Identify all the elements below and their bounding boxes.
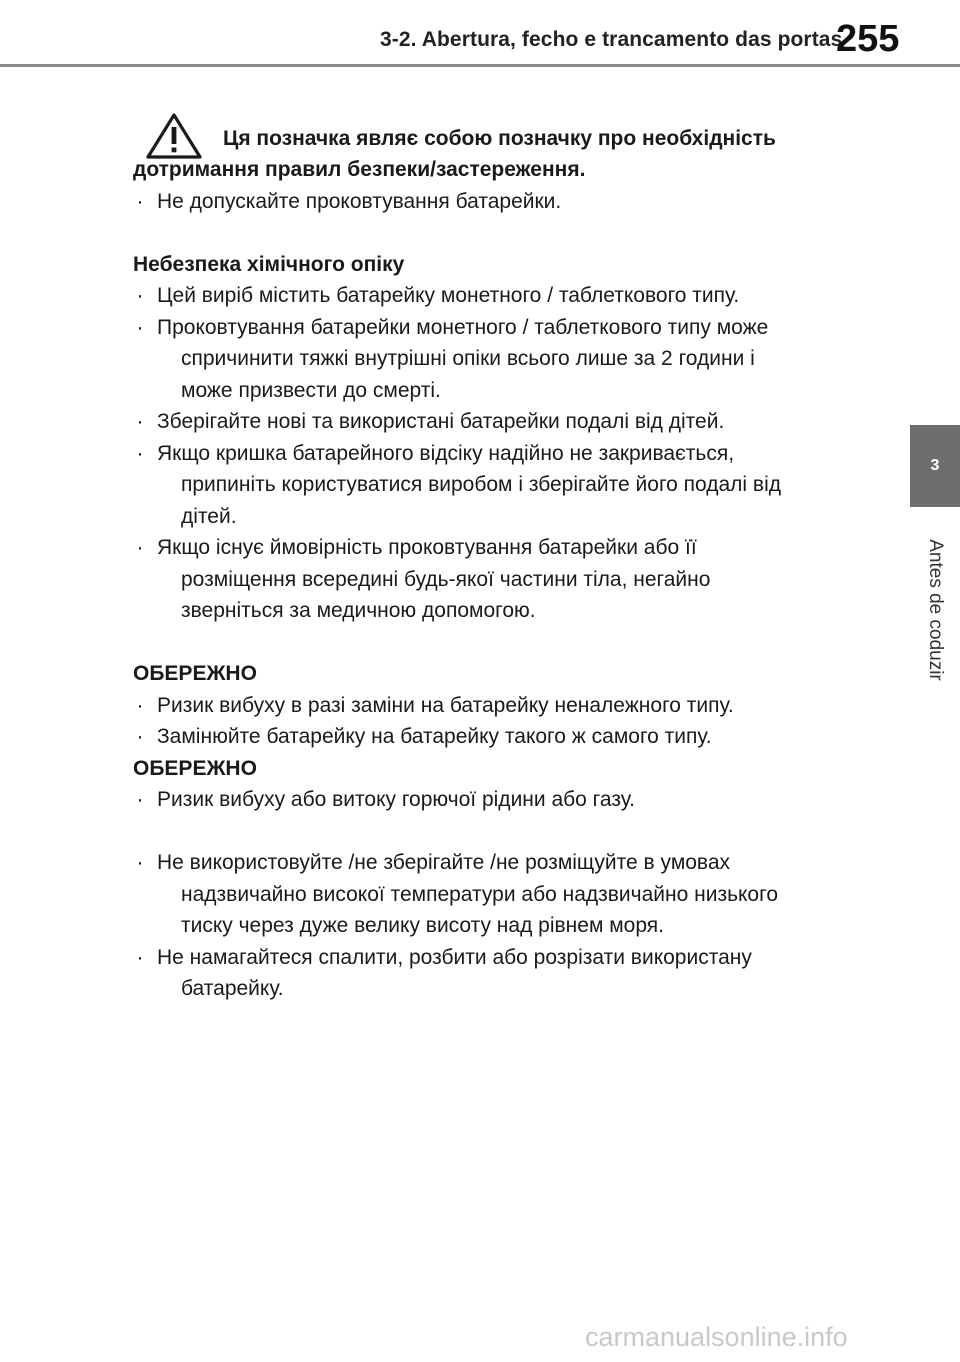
caution-list-2	[133, 784, 833, 816]
header-rule	[0, 64, 960, 67]
caution-heading-1: ОБЕРЕЖНО	[133, 662, 257, 685]
item-text-continuation: може призвести до смерті.	[181, 378, 441, 402]
spacer	[133, 217, 833, 249]
list-item	[133, 406, 833, 438]
page-number: 255	[836, 18, 900, 60]
item-text: Якщо існує ймовірність проковтування батарейки або її	[157, 536, 697, 559]
list-item	[133, 690, 833, 722]
list-item	[133, 186, 833, 218]
list-item	[133, 312, 833, 407]
chemical-burn-list	[133, 280, 833, 627]
list-item	[133, 721, 833, 753]
item-text-continuation: спричинити тяжкі внутрішні опіки всього лише за 2 години і	[181, 347, 755, 370]
caution-list-1	[133, 690, 833, 753]
bullet: ·	[136, 851, 144, 874]
bullet: ·	[136, 410, 144, 433]
bullet: ·	[136, 441, 144, 465]
item-text: Проковтування батарейки монетного / таблеткового типу може	[157, 315, 769, 339]
item-text: Ризик вибуху або витоку горючої рідини або газу.	[157, 788, 635, 811]
storage-list	[133, 847, 833, 1005]
item-text: Ризик вибуху в разі заміни на батарейку неналежного типу.	[157, 693, 734, 717]
bullet: ·	[136, 315, 144, 339]
warning-line-2: дотримання правил безпеки/застереження.	[133, 158, 586, 181]
item-text: Зберігайте нові та використані батарейки подалі від дітей.	[157, 410, 725, 433]
page-content	[133, 112, 833, 1005]
list-item	[133, 784, 833, 816]
chapter-tab-number: 3	[930, 457, 940, 474]
section-title: 3-2. Abertura, fecho e trancamento das portas	[380, 28, 843, 51]
item-text: Якщо кришка батарейного відсіку надійно не закривається,	[157, 441, 735, 465]
bullet: ·	[136, 536, 144, 559]
spacer	[133, 627, 833, 659]
warning-line-1: Ця позначка являє собою позначку про необхідність	[223, 126, 776, 150]
item-text: Не намагайтеся спалити, розбити або розрізати використану	[157, 945, 752, 969]
bullet: ·	[136, 284, 144, 307]
bullet: ·	[136, 788, 144, 811]
item-text-continuation: тиску через дуже велику висоту над рівнем моря.	[181, 914, 664, 937]
list-item	[133, 532, 833, 627]
item-text-continuation: дітей.	[181, 504, 237, 528]
chapter-tab[interactable]	[910, 425, 960, 507]
spacer	[133, 816, 833, 848]
chapter-label: Antes de coduzir	[925, 539, 946, 681]
item-text-continuation: розміщення всередині будь-якої частини тіла, негайно	[181, 567, 711, 591]
warning-notice	[133, 112, 833, 154]
list-item	[133, 438, 833, 533]
list-item	[133, 942, 833, 1005]
item-text: Цей виріб містить батарейку монетного / таблеткового типу.	[157, 284, 740, 307]
bullet: ·	[136, 189, 144, 213]
bullet: ·	[136, 945, 144, 969]
bullet: ·	[136, 725, 144, 748]
list-item	[133, 280, 833, 312]
item-text-continuation: зверніться за медичною допомогою.	[181, 599, 536, 622]
item-text: Замінюйте батарейку на батарейку такого ж самого типу.	[157, 725, 712, 748]
bullet: ·	[136, 693, 144, 717]
warning-triangle-icon	[145, 112, 203, 160]
chemical-burn-heading: Небезпека хімічного опіку	[133, 252, 405, 276]
item-text-continuation: батарейку.	[181, 977, 284, 1000]
item-text: Не використовуйте /не зберігайте /не розміщуйте в умовах	[157, 851, 731, 874]
item-text-continuation: припиніть користуватися виробом і зберігайте його подалі від	[181, 473, 782, 496]
list-item	[133, 847, 833, 942]
caution-heading-2: ОБЕРЕЖНО	[133, 756, 257, 780]
watermark: carmanualsonline.info	[585, 1322, 848, 1352]
item-text: Не допускайте проковтування батарейки.	[157, 189, 562, 213]
item-text-continuation: надзвичайно високої температури або надзвичайно низького	[181, 882, 778, 906]
